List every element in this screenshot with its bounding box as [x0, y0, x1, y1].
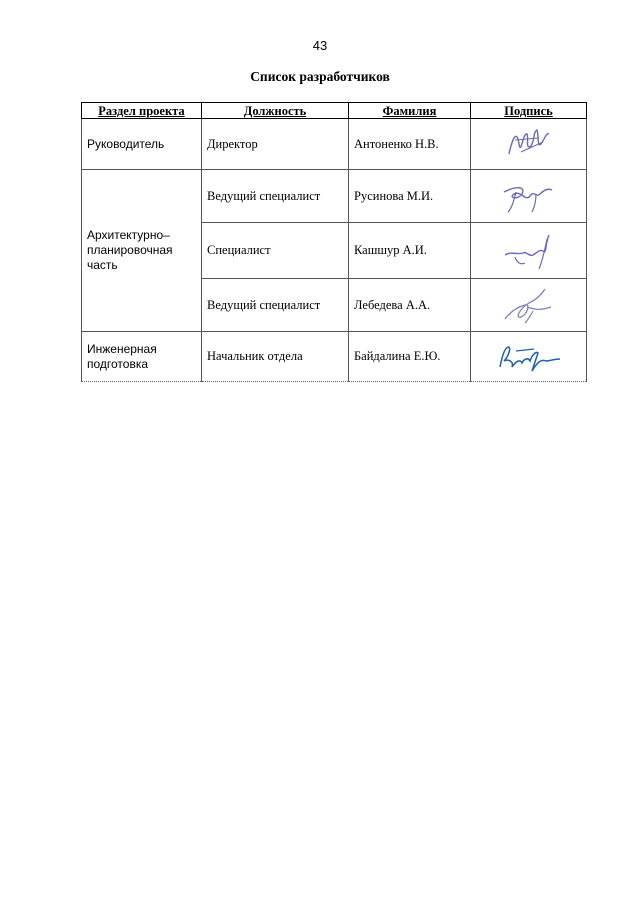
column-header-signature: Подпись: [471, 103, 587, 119]
position-cell: Специалист: [202, 223, 349, 279]
table-row: [82, 170, 587, 223]
table-row: [82, 119, 587, 170]
position-cell: Начальник отдела: [202, 332, 349, 382]
column-header-position: Должность: [202, 103, 349, 119]
surname-cell: Байдалина Е.Ю.: [349, 332, 471, 382]
signature-cell: [471, 119, 587, 170]
position-cell: Ведущий специалист: [202, 279, 349, 332]
surname-cell: Лебедева А.А.: [349, 279, 471, 332]
signature-cell: [471, 170, 587, 223]
signature-cell: [471, 332, 587, 382]
signature-cell: [471, 223, 587, 279]
signature-image: [496, 176, 562, 216]
signature-image: [499, 126, 559, 162]
section-cell: Руководитель: [82, 119, 202, 170]
table-row: [82, 332, 587, 382]
signature-image: [494, 339, 564, 375]
surname-cell: Кашшур А.И.: [349, 223, 471, 279]
section-cell: Инженерная подготовка: [82, 332, 202, 382]
page-number: 43: [312, 38, 328, 53]
signature-image: [499, 229, 559, 273]
developers-table: [81, 102, 587, 382]
table-header-row: [82, 103, 587, 119]
surname-cell: Русинова М.И.: [349, 170, 471, 223]
column-header-section: Раздел проекта: [82, 103, 202, 119]
position-cell: Ведущий специалист: [202, 170, 349, 223]
position-cell: Директор: [202, 119, 349, 170]
column-header-surname: Фамилия: [349, 103, 471, 119]
section-cell: Архитектурно–планировочная часть: [82, 170, 202, 332]
surname-cell: Антоненко Н.В.: [349, 119, 471, 170]
signature-image: [497, 285, 561, 325]
signature-cell: [471, 279, 587, 332]
document-title: Список разработчиков: [250, 69, 390, 84]
